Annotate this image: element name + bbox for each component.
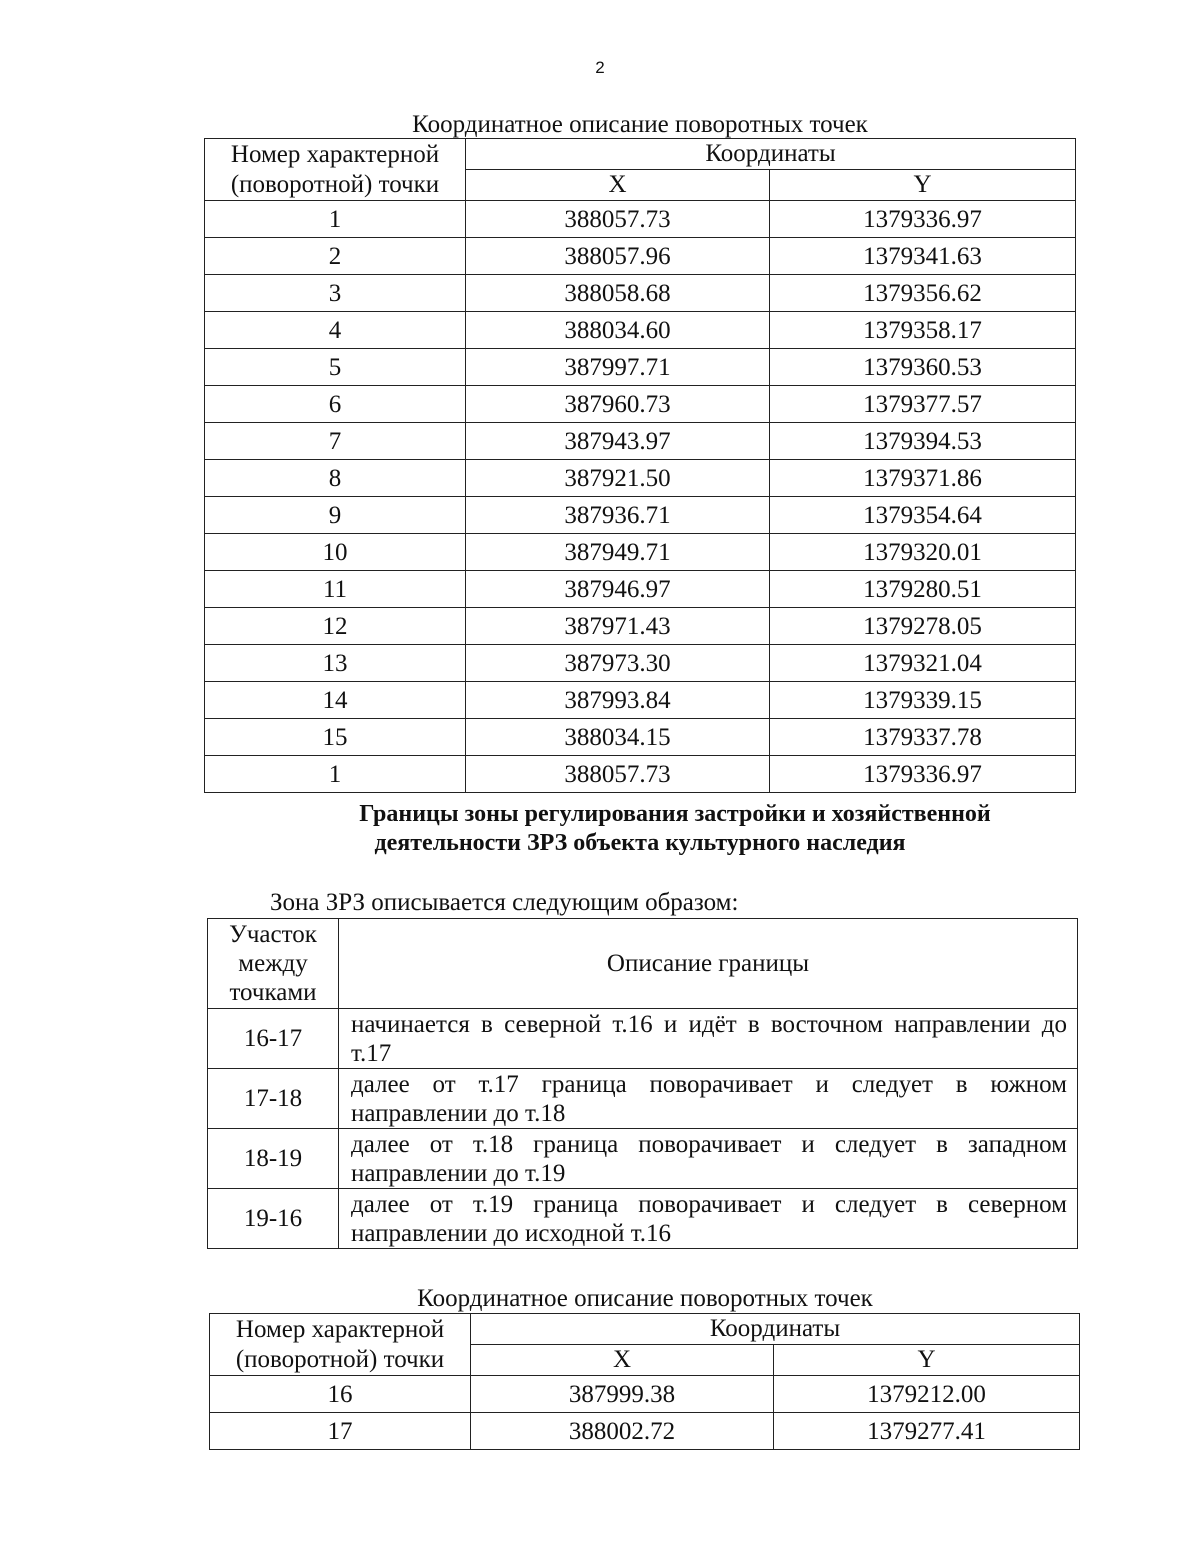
segment-cell: 18-19 — [208, 1129, 339, 1189]
point-number-cell: 15 — [205, 719, 466, 756]
boundary-description-table — [207, 918, 1078, 1249]
x-coordinate-cell: 388057.96 — [466, 238, 770, 275]
table-row — [208, 1129, 1078, 1189]
point-number-cell: 10 — [205, 534, 466, 571]
header-point-line1: Номер характерной — [235, 1315, 445, 1343]
x-coordinate-cell: 388057.73 — [466, 756, 770, 793]
point-number-cell: 1 — [205, 756, 466, 793]
table-row — [205, 460, 1076, 497]
table-row — [205, 608, 1076, 645]
description-line1: далее от т.17 граница поворачивает и следует в южном — [351, 1070, 1067, 1098]
point-number-cell: 9 — [205, 497, 466, 534]
table1-caption: Координатное описание поворотных точек — [412, 111, 868, 138]
x-coordinate-cell: 388002.72 — [471, 1413, 774, 1450]
x-coordinate-cell: 387973.30 — [466, 645, 770, 682]
header-coordinates: Координаты — [466, 139, 1076, 170]
table-row — [205, 423, 1076, 460]
header-point-number — [210, 1314, 471, 1376]
description-cell — [339, 1189, 1078, 1249]
point-number-cell: 13 — [205, 645, 466, 682]
y-coordinate-cell: 1379339.15 — [770, 682, 1076, 719]
page-number: 2 — [595, 58, 605, 77]
description-cell — [339, 1069, 1078, 1129]
header-segment-line1: Участок — [229, 921, 317, 948]
description-line2: направлении до исходной т.16 — [351, 1219, 672, 1247]
header-x: X — [471, 1345, 774, 1376]
header-y: Y — [774, 1345, 1080, 1376]
description-line2: т.17 — [351, 1039, 392, 1067]
description-line1: начинается в северной т.16 и идёт в восточном направлении до — [351, 1010, 1067, 1038]
y-coordinate-cell: 1379371.86 — [770, 460, 1076, 497]
x-coordinate-cell: 387921.50 — [466, 460, 770, 497]
table-row — [205, 645, 1076, 682]
table-row — [208, 1069, 1078, 1129]
table-row — [205, 238, 1076, 275]
description-cell — [339, 1129, 1078, 1189]
table-row — [210, 1376, 1080, 1413]
header-point-number — [205, 139, 466, 201]
point-number-cell: 2 — [205, 238, 466, 275]
y-coordinate-cell: 1379337.78 — [770, 719, 1076, 756]
table-row — [205, 682, 1076, 719]
x-coordinate-cell: 388057.73 — [466, 201, 770, 238]
table-row — [205, 312, 1076, 349]
segment-cell: 19-16 — [208, 1189, 339, 1249]
table-row — [205, 201, 1076, 238]
section-heading-line2: деятельности ЗРЗ объекта культурного наследия — [374, 830, 906, 856]
header-point-line2: (поворотной) точки — [235, 1345, 445, 1373]
point-number-cell: 3 — [205, 275, 466, 312]
x-coordinate-cell: 388034.15 — [466, 719, 770, 756]
point-number-cell: 8 — [205, 460, 466, 497]
y-coordinate-cell: 1379356.62 — [770, 275, 1076, 312]
table-row — [205, 719, 1076, 756]
x-coordinate-cell: 387993.84 — [466, 682, 770, 719]
x-coordinate-cell: 388034.60 — [466, 312, 770, 349]
x-coordinate-cell: 387946.97 — [466, 571, 770, 608]
y-coordinate-cell: 1379212.00 — [774, 1376, 1080, 1413]
header-coordinates: Координаты — [471, 1314, 1080, 1345]
description-line1: далее от т.18 граница поворачивает и следует в западном — [351, 1130, 1067, 1158]
y-coordinate-cell: 1379336.97 — [770, 201, 1076, 238]
header-segment-line2: между — [238, 950, 308, 977]
table-row — [205, 497, 1076, 534]
point-number-cell: 11 — [205, 571, 466, 608]
table-row — [205, 275, 1076, 312]
section-heading-line1: Границы зоны регулирования застройки и хозяйственной — [359, 801, 991, 827]
point-number-cell: 6 — [205, 386, 466, 423]
y-coordinate-cell: 1379321.04 — [770, 645, 1076, 682]
table-row — [208, 1009, 1078, 1069]
y-coordinate-cell: 1379377.57 — [770, 386, 1076, 423]
intro-text: Зона ЗРЗ описывается следующим образом: — [270, 889, 739, 916]
y-coordinate-cell: 1379341.63 — [770, 238, 1076, 275]
y-coordinate-cell: 1379278.05 — [770, 608, 1076, 645]
segment-cell: 17-18 — [208, 1069, 339, 1129]
x-coordinate-cell: 387960.73 — [466, 386, 770, 423]
header-segment — [208, 919, 339, 1009]
y-coordinate-cell: 1379394.53 — [770, 423, 1076, 460]
y-coordinate-cell: 1379280.51 — [770, 571, 1076, 608]
x-coordinate-cell: 387949.71 — [466, 534, 770, 571]
description-line2: направлении до т.19 — [351, 1159, 566, 1187]
y-coordinate-cell: 1379320.01 — [770, 534, 1076, 571]
description-line1: далее от т.19 граница поворачивает и следует в северном — [351, 1190, 1067, 1218]
y-coordinate-cell: 1379336.97 — [770, 756, 1076, 793]
header-segment-line3: точками — [229, 979, 317, 1006]
point-number-cell: 16 — [210, 1376, 471, 1413]
table-row — [208, 1189, 1078, 1249]
point-number-cell: 14 — [205, 682, 466, 719]
x-coordinate-cell: 387936.71 — [466, 497, 770, 534]
coordinates-table-2 — [209, 1313, 1080, 1450]
x-coordinate-cell: 388058.68 — [466, 275, 770, 312]
point-number-cell: 7 — [205, 423, 466, 460]
table-row — [205, 534, 1076, 571]
table-row — [210, 1413, 1080, 1450]
x-coordinate-cell: 387943.97 — [466, 423, 770, 460]
description-cell — [339, 1009, 1078, 1069]
table3-caption: Координатное описание поворотных точек — [417, 1285, 873, 1312]
y-coordinate-cell: 1379277.41 — [774, 1413, 1080, 1450]
header-y: Y — [770, 170, 1076, 201]
segment-cell: 16-17 — [208, 1009, 339, 1069]
table-row — [205, 349, 1076, 386]
table-row — [205, 386, 1076, 423]
x-coordinate-cell: 387997.71 — [466, 349, 770, 386]
header-description: Описание границы — [339, 919, 1078, 1009]
header-point-line1: Номер характерной — [230, 140, 440, 168]
header-point-line2: (поворотной) точки — [230, 170, 440, 198]
y-coordinate-cell: 1379354.64 — [770, 497, 1076, 534]
point-number-cell: 12 — [205, 608, 466, 645]
point-number-cell: 17 — [210, 1413, 471, 1450]
point-number-cell: 1 — [205, 201, 466, 238]
header-x: X — [466, 170, 770, 201]
description-line2: направлении до т.18 — [351, 1099, 566, 1127]
point-number-cell: 4 — [205, 312, 466, 349]
y-coordinate-cell: 1379358.17 — [770, 312, 1076, 349]
table-row — [205, 756, 1076, 793]
y-coordinate-cell: 1379360.53 — [770, 349, 1076, 386]
point-number-cell: 5 — [205, 349, 466, 386]
coordinates-table-1 — [204, 138, 1076, 793]
x-coordinate-cell: 387999.38 — [471, 1376, 774, 1413]
x-coordinate-cell: 387971.43 — [466, 608, 770, 645]
table-row — [205, 571, 1076, 608]
